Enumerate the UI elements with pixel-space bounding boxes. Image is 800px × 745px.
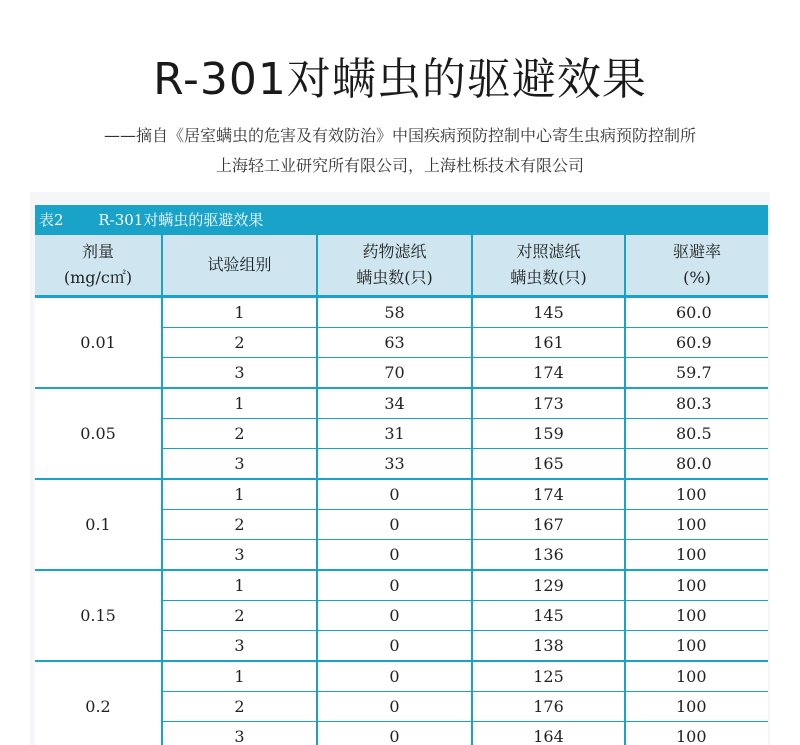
control-count-cell: 125 xyxy=(472,661,625,692)
dose-cell: 0.05 xyxy=(35,388,162,479)
treated-count-cell: 58 xyxy=(317,297,472,328)
control-count-cell: 167 xyxy=(472,510,625,540)
group-cell: 2 xyxy=(162,601,317,631)
table-body xyxy=(35,297,768,745)
group-cell: 2 xyxy=(162,419,317,449)
repellency-rate-cell: 100 xyxy=(625,722,768,745)
dose-cell: 0.2 xyxy=(35,661,162,745)
repellency-rate-cell: 100 xyxy=(625,692,768,722)
treated-count-cell: 0 xyxy=(317,570,472,601)
table-row xyxy=(35,661,768,692)
repellency-rate-cell: 100 xyxy=(625,540,768,571)
group-cell: 3 xyxy=(162,722,317,745)
group-cell: 3 xyxy=(162,631,317,662)
control-count-cell: 159 xyxy=(472,419,625,449)
repellency-rate-cell: 100 xyxy=(625,479,768,510)
table-header-row xyxy=(35,235,768,297)
header-group: 试验组别 xyxy=(162,235,317,297)
control-count-cell: 145 xyxy=(472,601,625,631)
treated-count-cell: 0 xyxy=(317,692,472,722)
group-cell: 1 xyxy=(162,570,317,601)
table-caption xyxy=(35,205,768,235)
treated-count-cell: 63 xyxy=(317,328,472,358)
treated-count-cell: 0 xyxy=(317,722,472,745)
dose-cell: 0.01 xyxy=(35,297,162,389)
control-count-cell: 165 xyxy=(472,449,625,480)
group-cell: 2 xyxy=(162,510,317,540)
group-cell: 1 xyxy=(162,661,317,692)
source-citation: ——摘自《居室螨虫的危害及有效防治》中国疾病预防控制中心寄生虫病预防控制所 xyxy=(103,126,696,145)
control-count-cell: 129 xyxy=(472,570,625,601)
group-cell: 1 xyxy=(162,297,317,328)
treated-count-cell: 0 xyxy=(317,540,472,571)
group-cell: 3 xyxy=(162,540,317,571)
group-cell: 3 xyxy=(162,449,317,480)
table-row xyxy=(35,479,768,510)
repellency-rate-cell: 80.3 xyxy=(625,388,768,419)
control-count-cell: 173 xyxy=(472,388,625,419)
group-cell: 3 xyxy=(162,358,317,389)
control-count-cell: 176 xyxy=(472,692,625,722)
treated-count-cell: 0 xyxy=(317,479,472,510)
repellency-rate-cell: 100 xyxy=(625,631,768,662)
control-count-cell: 174 xyxy=(472,358,625,389)
header-dose: 剂量 (mg/c㎡) xyxy=(35,235,162,297)
source-institutions: 上海轻工业研究所有限公司，上海杜栎技术有限公司 xyxy=(215,156,584,175)
repellency-rate-cell: 100 xyxy=(625,570,768,601)
header-repellency-rate: 驱避率 (%) xyxy=(625,235,768,297)
page-title: R-301对螨虫的驱避效果 xyxy=(153,54,647,105)
data-table-container xyxy=(35,205,768,745)
repellency-table xyxy=(35,235,768,745)
control-count-cell: 138 xyxy=(472,631,625,662)
group-cell: 2 xyxy=(162,328,317,358)
repellency-rate-cell: 60.0 xyxy=(625,297,768,328)
header-control-count: 对照滤纸 螨虫数(只) xyxy=(472,235,625,297)
table-row xyxy=(35,297,768,328)
control-count-cell: 136 xyxy=(472,540,625,571)
dose-cell: 0.15 xyxy=(35,570,162,661)
control-count-cell: 174 xyxy=(472,479,625,510)
repellency-rate-cell: 59.7 xyxy=(625,358,768,389)
dose-cell: 0.1 xyxy=(35,479,162,570)
treated-count-cell: 70 xyxy=(317,358,472,389)
control-count-cell: 164 xyxy=(472,722,625,745)
group-cell: 1 xyxy=(162,479,317,510)
control-count-cell: 161 xyxy=(472,328,625,358)
treated-count-cell: 34 xyxy=(317,388,472,419)
table-caption-title: R-301对螨虫的驱避效果 xyxy=(98,211,264,229)
repellency-rate-cell: 100 xyxy=(625,601,768,631)
repellency-rate-cell: 100 xyxy=(625,510,768,540)
group-cell: 1 xyxy=(162,388,317,419)
repellency-rate-cell: 60.9 xyxy=(625,328,768,358)
treated-count-cell: 0 xyxy=(317,661,472,692)
control-count-cell: 145 xyxy=(472,297,625,328)
treated-count-cell: 31 xyxy=(317,419,472,449)
treated-count-cell: 33 xyxy=(317,449,472,480)
treated-count-cell: 0 xyxy=(317,510,472,540)
table-row xyxy=(35,570,768,601)
group-cell: 2 xyxy=(162,692,317,722)
table-row xyxy=(35,388,768,419)
repellency-rate-cell: 80.0 xyxy=(625,449,768,480)
treated-count-cell: 0 xyxy=(317,631,472,662)
header-treated-count: 药物滤纸 螨虫数(只) xyxy=(317,235,472,297)
repellency-rate-cell: 100 xyxy=(625,661,768,692)
repellency-rate-cell: 80.5 xyxy=(625,419,768,449)
table-caption-label: 表2 xyxy=(39,211,64,229)
treated-count-cell: 0 xyxy=(317,601,472,631)
